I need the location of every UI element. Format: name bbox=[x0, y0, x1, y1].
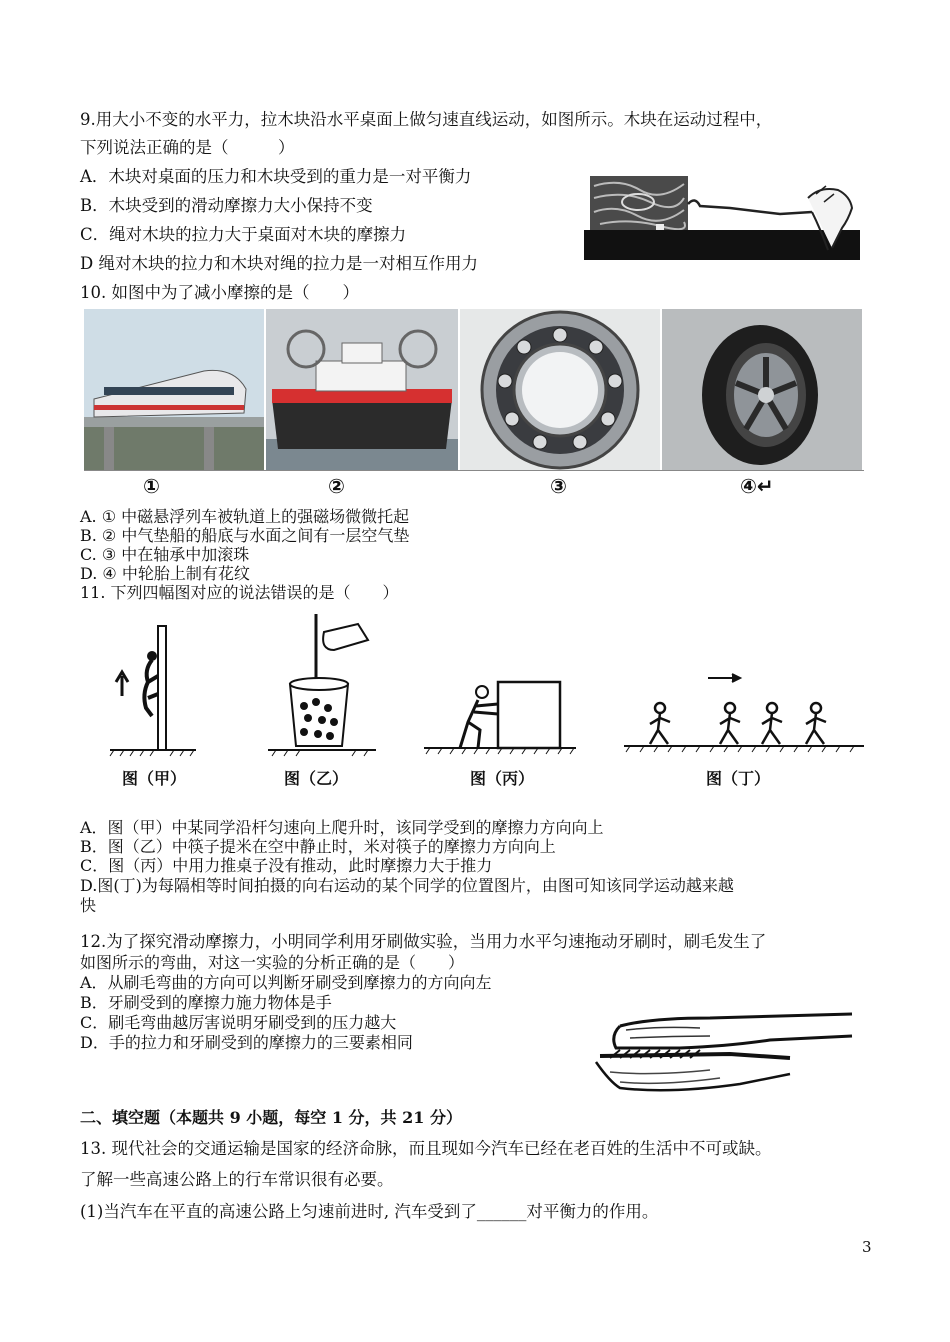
q12-option-a: A．从刷毛弯曲的方向可以判断牙刷受到摩擦力的方向向左 bbox=[80, 973, 492, 992]
section2-title: 二、填空题（本题共 9 小题，每空 1 分，共 21 分） bbox=[80, 1108, 462, 1127]
q10-option-c: C. ③ 中在轴承中加滚珠 bbox=[80, 545, 250, 564]
q10-stem: 10. 如图中为了减小摩擦的是（ ） bbox=[80, 283, 359, 302]
q9-option-b: B．木块受到的滑动摩擦力大小保持不变 bbox=[80, 196, 373, 215]
q11-option-b: B．图（乙）中筷子提米在空中静止时，米对筷子的摩擦力方向向上 bbox=[80, 837, 556, 856]
hovercraft-photo bbox=[266, 309, 458, 471]
running-person-figure bbox=[620, 666, 866, 760]
chopsticks-rice-figure bbox=[268, 610, 378, 760]
fig-caption-yi: 图（乙） bbox=[284, 769, 349, 788]
ball-bearing-photo bbox=[460, 309, 660, 471]
photo-caption-3: ③ bbox=[550, 474, 567, 498]
q12-option-d: D．手的拉力和牙刷受到的摩擦力的三要素相同 bbox=[80, 1033, 413, 1052]
q12-option-b: B．牙刷受到的摩擦力施力物体是手 bbox=[80, 993, 332, 1012]
toothbrush-figure bbox=[590, 996, 860, 1106]
q9-option-c: C．绳对木块的拉力大于桌面对木块的摩擦力 bbox=[80, 225, 407, 244]
photo-caption-1: ① bbox=[143, 474, 160, 498]
q10-option-b: B. ② 中气垫船的船底与水面之间有一层空气垫 bbox=[80, 526, 410, 545]
photo-caption-4: ④↵ bbox=[740, 474, 774, 498]
q13-line2: 了解一些高速公路上的行车常识很有必要。 bbox=[80, 1170, 394, 1189]
q11-option-d-line2: 快 bbox=[80, 896, 97, 915]
q11-option-a: A．图（甲）中某同学沿杆匀速向上爬升时，该同学受到的摩擦力方向向上 bbox=[80, 818, 604, 837]
pushing-table-figure bbox=[420, 672, 580, 760]
q10-option-d: D. ④ 中轮胎上制有花纹 bbox=[80, 564, 250, 583]
q13-line1: 13. 现代社会的交通运输是国家的经济命脉，而且现如今汽车已经在老百姓的生活中不可或缺。 bbox=[80, 1139, 772, 1158]
q9-stem-line1: 9.用大小不变的水平力，拉木块沿水平桌面上做匀速直线运动，如图所示。木块在运动过程中， bbox=[80, 110, 773, 129]
fig-caption-jia: 图（甲） bbox=[122, 769, 187, 788]
photo-caption-2: ② bbox=[328, 474, 345, 498]
q9-option-d: D 绳对木块的拉力和木块对绳的拉力是一对相互作用力 bbox=[80, 254, 478, 273]
maglev-train-photo bbox=[84, 309, 264, 471]
page-number: 3 bbox=[862, 1238, 872, 1256]
wood-block-figure bbox=[580, 168, 872, 264]
q11-option-c: C．图（丙）中用力推桌子没有推动，此时摩擦力大于推力 bbox=[80, 856, 493, 875]
q12-option-c: C．刷毛弯曲越厉害说明牙刷受到的压力越大 bbox=[80, 1013, 397, 1032]
q11-option-d-line1: D.图(丁)为每隔相等时间拍摄的向右运动的某个同学的位置图片，由图可知该同学运动越来越 bbox=[80, 876, 734, 895]
fig-caption-ding: 图（丁） bbox=[706, 769, 771, 788]
q13-line3: (1)当汽车在平直的高速公路上匀速前进时, 汽车受到了______对平衡力的作用。 bbox=[80, 1202, 659, 1221]
q9-option-a: A．木块对桌面的压力和木块受到的重力是一对平衡力 bbox=[80, 167, 472, 186]
q11-stem: 11. 下列四幅图对应的说法错误的是（ ） bbox=[80, 583, 399, 602]
q12-stem-line2: 如图所示的弯曲，对这一实验的分析正确的是（ ） bbox=[80, 953, 465, 972]
fig-caption-bing: 图（丙） bbox=[470, 769, 535, 788]
car-tire-photo bbox=[662, 309, 862, 471]
q12-stem-line1: 12.为了探究滑动摩擦力，小明同学利用牙刷做实验，当用力水平匀速拖动牙刷时，刷毛发生了 bbox=[80, 932, 767, 951]
climbing-pole-figure bbox=[108, 620, 198, 760]
q10-option-a: A. ① 中磁悬浮列车被轨道上的强磁场微微托起 bbox=[80, 507, 410, 526]
q9-stem-line2: 下列说法正确的是（ ） bbox=[80, 138, 295, 157]
